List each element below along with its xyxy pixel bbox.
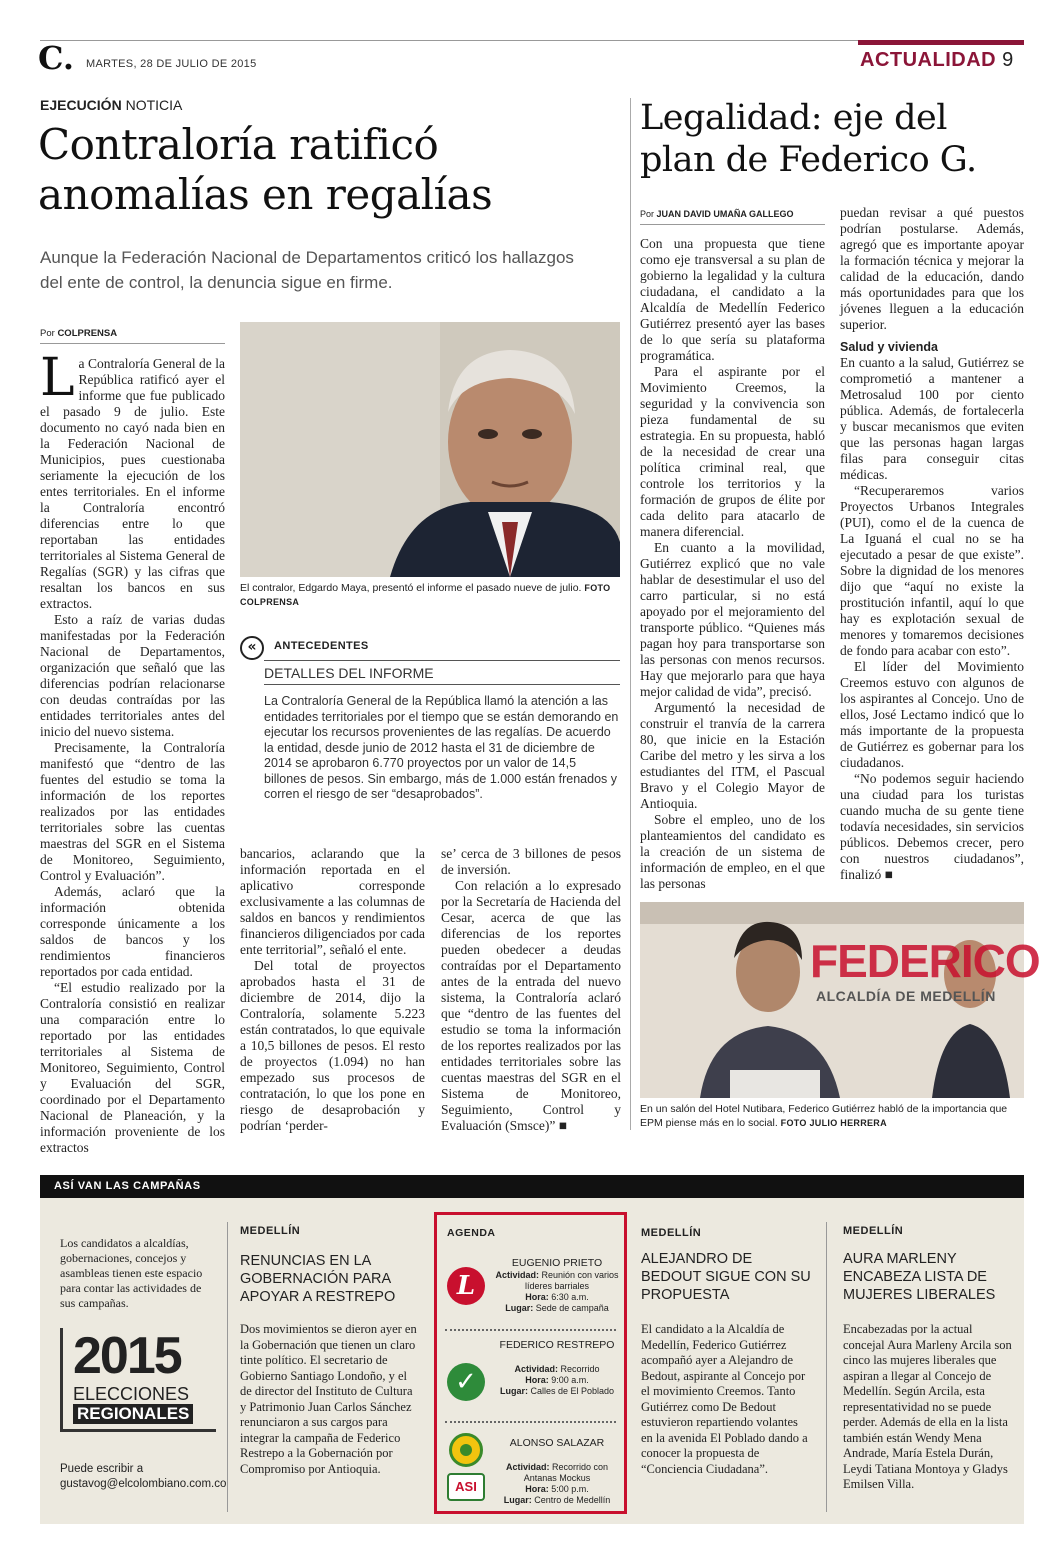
- contact-email[interactable]: gustavog@elcolombiano.com.co: [60, 1478, 227, 1490]
- main-column-2: [240, 846, 425, 1136]
- liberal-party-icon: [447, 1267, 485, 1305]
- agenda-item: [437, 1255, 624, 1325]
- logo-text: ASI: [455, 1479, 477, 1494]
- agenda-details: [493, 1257, 621, 1314]
- side-byline: [640, 209, 794, 219]
- side-headline-line-2: plan de Federico G.: [640, 140, 977, 180]
- paragraph: Precisamente, la Contraloría manifestó que “dentro de las fuentes del estudio se toma la información de los reportes realizados por las entidades territoriales sobre las cuentas maestras del SGR en el Sistema de Monitoreo, Seguimiento, Control y Evaluación”.: [40, 740, 225, 883]
- caption-text: El contralor, Edgardo Maya, presentó el informe el pasado nueve de julio.: [240, 582, 582, 594]
- time-label: Hora:: [525, 1292, 549, 1302]
- agenda-separator: [445, 1421, 616, 1423]
- activity-line: [493, 1364, 621, 1375]
- byline-rule: [40, 343, 225, 344]
- agenda-label: AGENDA: [447, 1227, 496, 1239]
- place-line: [493, 1386, 621, 1397]
- agenda-item: [437, 1337, 624, 1417]
- antecedentes-box: [240, 636, 620, 826]
- sunflower-icon: [449, 1433, 483, 1467]
- logo-letter: L: [456, 1271, 476, 1301]
- campaign-body: Encabezadas por la actual concejal Aura Marleny Arcila son cinco las mujeres liberales que aspiran a llegar al Concejo de Medellín. Según Arcila, esta representatividad no se puede perder. Además de ella en la lista también están Wendy Mena Andrade, María Estela Durán, Leydi Tatiana Montoya y Gladys Emilsen Villa.: [843, 1322, 1012, 1491]
- byline-prefix: Por: [40, 328, 58, 339]
- candidate-name: FEDERICO RESTREPO: [499, 1339, 615, 1351]
- caption-text: En un salón del Hotel Nutibara, Federico Gutiérrez habló de la importancia que EPM piense más en lo social.: [640, 1103, 1008, 1129]
- federico-photo: [640, 902, 1040, 1098]
- headline-line-2: anomalías en regalías: [38, 170, 493, 219]
- section-label: [860, 49, 1014, 72]
- kicker: [40, 97, 182, 113]
- column-divider: [630, 98, 631, 1130]
- activity-label: Actividad:: [505, 1462, 550, 1472]
- place-value: Centro de Medellín: [534, 1495, 611, 1505]
- side-column-1: [640, 236, 825, 891]
- campaign-title: RENUNCIAS EN LA GOBERNACIÓN PARA APOYAR A RESTREPO: [240, 1253, 396, 1305]
- agenda-details: [493, 1437, 621, 1506]
- kicker-rest: NOTICIA: [121, 97, 183, 113]
- side-headline: [640, 97, 977, 181]
- paragraph: “No podemos seguir haciendo una ciudad para los turistas cuando mucha de su gente tiene todavía necesidades, sin servicios públicos. Debemos crecer, pero con nuestros ciudadanos”, finalizó ■: [840, 771, 1024, 882]
- activity-value: Reunión con varios líderes barriales: [524, 1270, 619, 1291]
- contact-block: [60, 1462, 226, 1492]
- time-label: Hora:: [525, 1375, 549, 1385]
- logo-glyph: ✓: [455, 1367, 477, 1397]
- sidebar-label: ANTECEDENTES: [274, 640, 369, 652]
- sidebar-text: La Contraloría General de la República llamó la atención a las entidades territoriales por el tiempo que se están demorando en ejecutar los recursos provenientes de las regalías. De acuerdo la entidad, desde junio de 2012 hasta el 31 de diciembre de 2014 se aprobaron 6.770 proyectos por un valor de 14,5 billones de pesos. Sin embargo, más de 1.000 están frenados y corren el riesgo de ser “desaprobados”.: [264, 694, 619, 801]
- campaigns-intro: Los candidatos a alcaldías, gobernaciones, concejos y asambleas tienen este espacio para contar las actividades de sus campañas.: [60, 1236, 203, 1310]
- activity-value: Recorrido: [560, 1364, 600, 1374]
- paragraph: “El estudio realizado por la Contraloría consistió en realizar una comparación entre lo reportado por las entidades territoriales al Sistema de Monitoreo, Seguimiento, Control y Evaluación del SGR, coordinado por el Departamento Nacional de Planeación, y la información proveniente de los extractos: [40, 980, 225, 1155]
- side-headline-line-1: Legalidad: eje del: [640, 98, 947, 138]
- time-value: 5:00 p.m.: [551, 1484, 589, 1494]
- paragraph: Sobre el empleo, uno de los planteamientos del candidato es la creación de un sistema de información de empleo, en el que las personas: [640, 812, 825, 891]
- place-label: Lugar:: [503, 1495, 532, 1505]
- paragraph: bancarios, aclarando que la información reportada en el aplicativo corresponde exclusivamente a las columnas de saldos en bancos y rendimientos financieros diligenciados por cada ente territorial”, señaló el ente.: [240, 846, 425, 957]
- main-deck: Aunque la Federación Nacional de Departamentos criticó los hallazgos del ente de control, la denuncia sigue en firme.: [40, 248, 574, 292]
- side-photo-caption: [640, 1102, 1024, 1130]
- activity-line: [493, 1462, 621, 1484]
- paragraph: Del total de proyectos aprobados hasta el 31 de diciembre de 2014, dijo la Contraloría, solamente 5.223 están contratados, lo que equivale a 10,5 billones de pesos. El resto de proyectos (1.094) no han empezado sus procesos de contratación, lo que los pone en riesgo de desaprobación y podrían ‘perder-: [240, 958, 425, 1133]
- campaigns-logo: [60, 1328, 216, 1432]
- side-byline-rule: [640, 224, 825, 225]
- paragraph: El líder del Movimiento Creemos estuvo con algunos de los aspirantes al Concejo. Uno de ellos, José Lectamo indicó que lo más importante de la propuesta de Gutiérrez es gobernar para los ciudadanos.: [840, 659, 1024, 770]
- agenda-details: [493, 1339, 621, 1397]
- byline-name: JUAN DAVID UMAÑA GALLEGO: [656, 209, 794, 219]
- place-line: [493, 1495, 621, 1506]
- agenda-box: [434, 1212, 627, 1514]
- paragraph: Argumentó la necesidad de construir el tranvía de la carrera 80, que inicie en la Estación Caribe del metro y les sirva a los estudiantes del ITM, el Pascual Bravo y el Colegio Mayor de Antioquia.: [640, 700, 825, 811]
- paragraph: Además, aclaró que la información obtenida corresponde únicamente a los saldos de bancos y los rendimientos financieros reportados por cada entidad.: [40, 884, 225, 979]
- campaign-city: MEDELLÍN: [641, 1227, 702, 1239]
- logo-year: 2015: [73, 1327, 181, 1385]
- paragraph: En cuanto a la movilidad, Gutiérrez explicó que no vale hablar de desestimular el uso del carro particular, si no está apoyado por el mejoramiento del transporte público. “Quienes más pagan hoy para transportarse son las personas con menos recursos. Hay que mejorarlo para que haya mejor calidad de vida”, precisó.: [640, 540, 825, 699]
- campaign-divider-1: [227, 1222, 228, 1512]
- time-line: [493, 1375, 621, 1386]
- portrait-illustration: [240, 322, 620, 577]
- main-column-3: [441, 846, 621, 1136]
- campaign-city: MEDELLÍN: [240, 1225, 301, 1237]
- campaigns-bar-label: ASÍ VAN LAS CAMPAÑAS: [54, 1180, 201, 1192]
- dropcap: L: [40, 348, 75, 408]
- section-name: ACTUALIDAD: [860, 49, 997, 71]
- place-label: Lugar:: [499, 1386, 528, 1396]
- campaign-body: Dos movimientos se dieron ayer en la Gobernación que tienen un claro tinte político. El secretario de Gobierno Santiago Londoño, y el de director del Instituto de Cultura y Patrimonio Juan Carlos Sánchez renunciaron a sus cargos para integrar la campaña de Federico Restrepo a la Gobernación por Compromiso por Antioquia.: [240, 1322, 417, 1476]
- photo-credit: FOTO JULIO HERRERA: [780, 1118, 887, 1128]
- logo-line-1: ELECCIONES: [73, 1384, 190, 1404]
- paragraph: Para el aspirante por el Movimiento Creemos, la seguridad y la convivencia son pieza fundamental de su estrategia. En su propuesta, habló de la necesidad de crear una política criminal real, que controle los territorios y la formación de grupos de élite por cada delito para atacarlo de manera diferencial.: [640, 364, 825, 539]
- asi-logo-icon: [447, 1473, 485, 1501]
- place-label: Lugar:: [505, 1303, 534, 1313]
- contact-label: Puede escribir a: [60, 1463, 144, 1475]
- byline-name: COLPRENSA: [57, 328, 118, 339]
- place-line: [493, 1303, 621, 1314]
- activity-label: Actividad:: [514, 1364, 558, 1374]
- paragraph: a Contraloría General de la República ratificó ayer el informe que fue publicado el pasado 9 de julio. Este documento no cayó nada bien en la Federación Nacional de Municipios, pues cuestionaba seriamente la ejecución de los entes territoriales. En el informe la Contraloría encontró diferencias entre lo que reportaban las entidades territoriales al Sistema General de Regalías (SGR) y las cifras que resaltan los bancos en sus extractos.: [40, 356, 225, 611]
- contralor-photo: [240, 322, 620, 577]
- photo-banner-sub: ALCALDÍA DE MEDELLÍN: [816, 988, 996, 1004]
- place-value: Sede de campaña: [535, 1303, 609, 1313]
- headline-line-1: Contraloría ratificó: [38, 120, 439, 169]
- sidebar-rule-2: [264, 684, 620, 685]
- byline-prefix: Por: [640, 209, 657, 219]
- time-label: Hora:: [525, 1484, 549, 1494]
- page-number: 9: [1002, 49, 1014, 71]
- photo-banner: FEDERICO: [810, 935, 1040, 987]
- candidate-name: EUGENIO PRIETO: [511, 1257, 603, 1269]
- paragraph: Con una propuesta que tiene como eje transversal a su plan de gobierno la legalidad y la cultura ciudadana, el candidato a la Alcaldía de Medellín Federico Gutiérrez presentó ayer las bases de lo que sería su plataforma programática.: [640, 236, 825, 363]
- agenda-item: [437, 1429, 624, 1511]
- paragraph: puedan revisar a qué puestos podrían postularse. Además, agregó que es importante apoyar la formación técnica y mejorar la calidad de la educación, dando más oportunidades para que los jóvenes lleguen a la educación superior.: [840, 205, 1024, 332]
- section-accent-bar: [858, 40, 1024, 45]
- campaign-title: ALEJANDRO DE BEDOUT SIGUE CON SU PROPUESTA: [641, 1251, 811, 1303]
- place-value: Calles de El Poblado: [530, 1386, 615, 1396]
- activity-line: [493, 1270, 621, 1292]
- time-line: [493, 1292, 621, 1303]
- main-headline: [38, 120, 492, 220]
- campaign-city: MEDELLÍN: [843, 1225, 904, 1237]
- sunflower-center: [460, 1444, 472, 1456]
- masthead-logo: [38, 40, 74, 76]
- paragraph: se’ cerca de 3 billones de pesos de inversión.: [441, 846, 621, 877]
- candidate-name: ALONSO SALAZAR: [509, 1437, 605, 1449]
- campaigns-bar: [40, 1175, 1024, 1198]
- time-line: [493, 1484, 621, 1495]
- main-column-1: [40, 348, 225, 1155]
- campaign-title: AURA MARLENY ENCABEZA LISTA DE MUJERES LIBERALES: [843, 1251, 996, 1303]
- photo-credit: FOTO COLPRENSA: [240, 583, 611, 607]
- time-value: 6:30 a.m.: [551, 1292, 589, 1302]
- main-byline: [40, 328, 117, 339]
- kicker-bold: EJECUCIÓN: [40, 97, 122, 113]
- activity-value: Recorrido con Antanas Mockus: [523, 1462, 609, 1483]
- checkmark-icon: [447, 1363, 485, 1401]
- time-value: 9:00 a.m.: [551, 1375, 589, 1385]
- logo-text: C.: [38, 39, 75, 77]
- side-column-2: [840, 205, 1024, 885]
- campaign-body: El candidato a la Alcaldía de Medellín, Federico Gutiérrez acompañó ayer a Alejandro de Bedout, aspirante al Concejo por el movimiento Creemos. Tanto Gutiérrez como De Bedout estuvieron repartiendo volantes en la avenida El Poblado dando a conocer la propuesta de “Conciencia Ciudadana”.: [641, 1322, 808, 1476]
- logo-line-2: REGIONALES: [73, 1404, 193, 1424]
- sidebar-rule: [264, 660, 620, 661]
- campaign-divider-2: [826, 1222, 827, 1512]
- paragraph: Esto a raíz de varias dudas manifestadas por la Federación Nacional de Departamentos, organización que señaló que las diferencias podrían relacionarse con deudas contraídas por las entidades territoriales antes del inicio del nuevo sistema.: [40, 612, 225, 739]
- agenda-separator: [445, 1329, 616, 1331]
- masthead-date: MARTES, 28 DE JULIO DE 2015: [86, 58, 257, 70]
- activity-label: Actividad:: [495, 1270, 539, 1280]
- sidebar-title: DETALLES DEL INFORME: [264, 665, 434, 681]
- main-photo-caption: [240, 581, 620, 609]
- chevron-left-icon: «: [240, 636, 264, 660]
- subhead: Salud y vivienda: [840, 340, 938, 354]
- paragraph: En cuanto a la salud, Gutiérrez se comprometió a mantener a Metrosalud 100 por ciento pública. Además, de fortalecerla y buscar mecanismos que eviten que las personas hagan largas filas para conseguir citas médicas.: [840, 355, 1024, 482]
- paragraph: Con relación a lo expresado por la Secretaría de Hacienda del Cesar, acerca de que las diferencias de los reportes pueden obedecer a deudas contraídas por el Departamento antes de la entrada del nuevo sistema, la Contraloría aclaró que “dentro de las fuentes del estudio se toma la información de los reportes realizados por las entidades territoriales sobre las cuentas maestras del SGR en el Sistema de Monitoreo, Seguimiento, Control y Evaluación (Smsce)” ■: [441, 878, 621, 1133]
- paragraph: “Recuperaremos varios Proyectos Urbanos Integrales (PUI), como el de la cuenca de La Iguaná el cual no se ha ejecutado a pesar de que existe”. Sobre la dignidad de los menores dijo que “aquí no existe la prostitución infantil, aquí lo que hay es explotación sexual de menores y tomaremos decisiones de fondo para acabar con esto”.: [840, 483, 1024, 658]
